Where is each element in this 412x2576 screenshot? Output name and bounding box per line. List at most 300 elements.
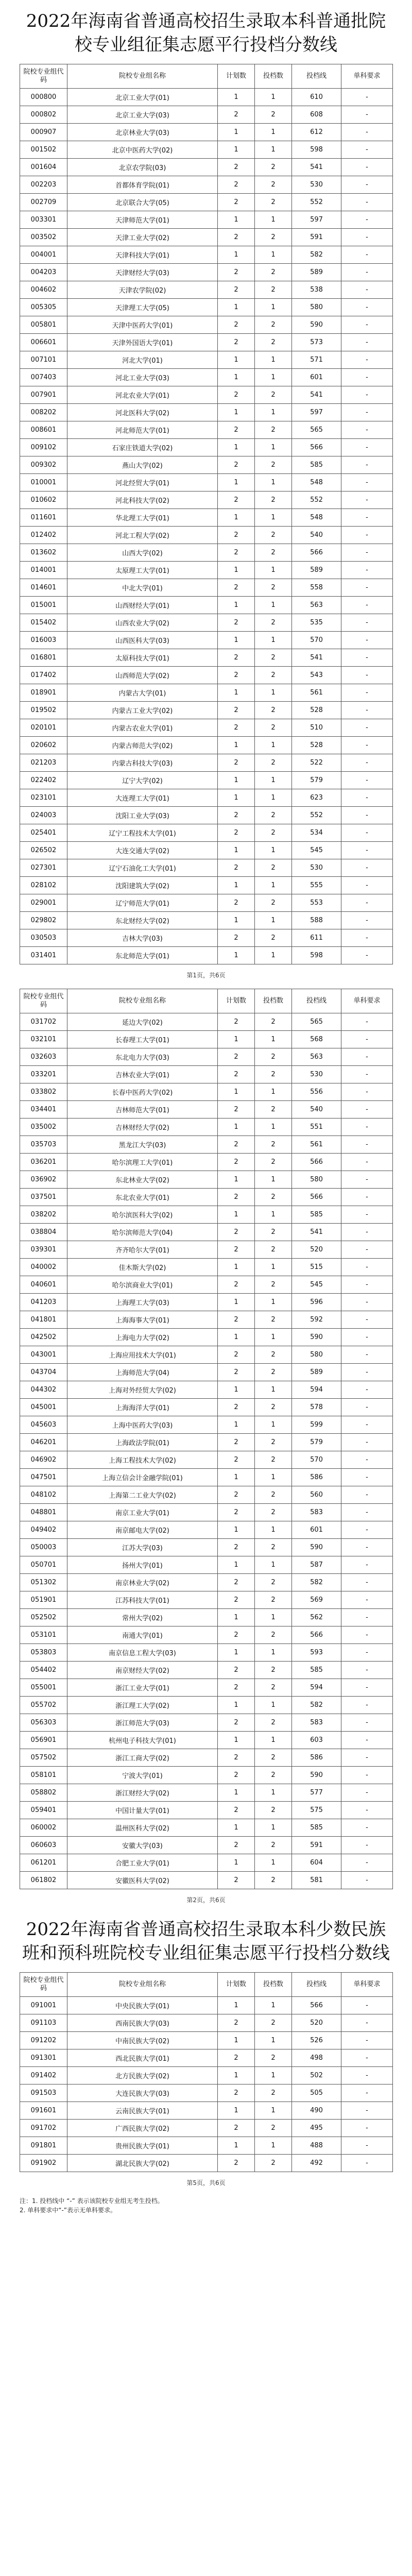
admit-count: 2 [255,1486,292,1504]
table-row [20,1539,393,1556]
plan-count: 2 [218,1626,255,1644]
header-code: 院校专业组代码 [20,64,67,89]
cutoff-score: 552 [292,194,341,211]
admit-count: 2 [255,719,292,737]
plan-count: 2 [218,649,255,667]
group-code: 019502 [20,702,67,719]
group-code: 038804 [20,1224,67,1241]
admit-count: 1 [255,141,292,159]
table-row [20,369,393,386]
subject-requirement: - [341,246,393,264]
plan-count: 2 [218,1101,255,1118]
table-row [20,474,393,492]
cutoff-score: 591 [292,1837,341,1854]
plan-count: 1 [218,1609,255,1626]
admit-count: 2 [255,456,292,474]
admit-count: 1 [255,632,292,649]
plan-count: 1 [218,369,255,386]
plan-count: 1 [218,632,255,649]
subject-requirement: - [341,1381,393,1399]
table-row [20,1048,393,1066]
plan-count: 2 [218,754,255,772]
cutoff-score: 528 [292,702,341,719]
group-name: 温州医科大学(02) [67,1819,218,1837]
table-row [20,211,393,229]
subject-requirement: - [341,159,393,176]
plan-count: 2 [218,1504,255,1521]
plan-count: 1 [218,737,255,754]
group-name: 长春理工大学(01) [67,1031,218,1048]
cutoff-score: 575 [292,1802,341,1819]
admit-count: 2 [255,614,292,632]
group-name: 齐齐哈尔大学(01) [67,1241,218,1259]
group-code: 051302 [20,1574,67,1591]
cutoff-score: 604 [292,1854,341,1872]
table-row [20,772,393,789]
page-number: 第1页，共6页 [186,972,226,979]
cutoff-score: 580 [292,299,341,316]
subject-requirement: - [341,1574,393,1591]
admit-count: 1 [255,562,292,579]
table-row [20,281,393,299]
group-code: 037501 [20,1189,67,1206]
header-score: 投档线 [292,64,341,89]
admit-count: 2 [255,1276,292,1294]
plan-count: 2 [218,334,255,351]
subject-requirement: - [341,527,393,544]
table-row [20,1626,393,1644]
group-code: 012402 [20,527,67,544]
group-name: 沈阳建筑大学(02) [67,877,218,894]
table-row [20,1854,393,1872]
group-code: 043704 [20,1364,67,1381]
subject-requirement: - [341,737,393,754]
table-row [20,912,393,929]
plan-count: 1 [218,684,255,702]
cutoff-score: 587 [292,1556,341,1574]
subject-requirement: - [341,719,393,737]
cutoff-score: 553 [292,894,341,912]
admit-count: 2 [255,1749,292,1767]
group-code: 035703 [20,1136,67,1154]
subject-requirement: - [341,1346,393,1364]
group-code: 056303 [20,1714,67,1732]
group-name: 内蒙古农业大学(01) [67,719,218,737]
subject-requirement: - [341,2049,393,2067]
cutoff-score: 530 [292,859,341,877]
admit-count: 2 [255,421,292,439]
table-row [20,246,393,264]
admit-count: 2 [255,859,292,877]
cutoff-score: 551 [292,1118,341,1136]
group-code: 029802 [20,912,67,929]
document-page [20,0,392,2215]
subject-requirement: - [341,1451,393,1469]
group-code: 010602 [20,492,67,509]
group-code: 046201 [20,1434,67,1451]
table-row [20,1136,393,1154]
cutoff-score: 558 [292,579,341,597]
plan-count: 1 [218,1329,255,1346]
subject-requirement: - [341,1732,393,1749]
admit-count: 2 [255,702,292,719]
plan-count: 1 [218,351,255,369]
admit-count: 1 [255,597,292,614]
plan-count: 1 [218,1294,255,1311]
cutoff-score: 566 [292,439,341,456]
group-code: 009102 [20,439,67,456]
table-row [20,1714,393,1732]
group-name: 上海电力大学(02) [67,1329,218,1346]
group-name: 中国计量大学(01) [67,1802,218,1819]
subject-requirement: - [341,842,393,859]
group-code: 000802 [20,106,67,124]
group-code: 058101 [20,1767,67,1784]
admit-count: 2 [255,2120,292,2137]
plan-count: 1 [218,124,255,141]
table-row [20,877,393,894]
table-row [20,842,393,859]
group-name: 长春中医药大学(02) [67,1083,218,1101]
table-row [20,929,393,947]
subject-requirement: - [341,947,393,964]
group-code: 050003 [20,1539,67,1556]
group-code: 044302 [20,1381,67,1399]
table-row [20,789,393,807]
cutoff-score: 601 [292,369,341,386]
table-row [20,807,393,824]
group-name: 贵州民族大学(01) [67,2137,218,2155]
group-name: 常州大学(02) [67,1609,218,1626]
subject-requirement: - [341,1189,393,1206]
group-code: 040002 [20,1259,67,1276]
table-row [20,824,393,842]
cutoff-score: 565 [292,421,341,439]
header-admit: 投档数 [255,1973,292,1997]
table-row [20,1259,393,1276]
cutoff-score: 603 [292,1732,341,1749]
group-code: 091801 [20,2137,67,2155]
group-code: 047501 [20,1469,67,1486]
admit-count: 2 [255,894,292,912]
plan-count: 2 [218,229,255,246]
minority-container [20,1972,392,2187]
subject-requirement: - [341,194,393,211]
cutoff-score: 520 [292,1241,341,1259]
subject-requirement: - [341,807,393,824]
cutoff-score: 534 [292,824,341,842]
group-code: 000907 [20,124,67,141]
table-row [20,754,393,772]
plan-count: 1 [218,404,255,421]
plan-count: 2 [218,859,255,877]
table-row [20,1644,393,1662]
subject-requirement: - [341,1662,393,1679]
group-name: 内蒙古师范大学(02) [67,737,218,754]
group-code: 049402 [20,1521,67,1539]
subject-requirement: - [341,1539,393,1556]
group-code: 007901 [20,386,67,404]
subject-requirement: - [341,929,393,947]
group-name: 中北大学(01) [67,579,218,597]
group-name: 中央民族大学(01) [67,1997,218,2014]
plan-count: 2 [218,527,255,544]
score-table [20,989,393,1889]
group-name: 吉林农业大学(01) [67,1066,218,1083]
table-row [20,492,393,509]
admit-count: 2 [255,264,292,281]
cutoff-score: 555 [292,877,341,894]
table-row [20,1802,393,1819]
cutoff-score: 515 [292,1259,341,1276]
group-name: 西北民族大学(01) [67,2049,218,2067]
subject-requirement: - [341,2067,393,2084]
cutoff-score: 590 [292,1767,341,1784]
subject-requirement: - [341,1066,393,1083]
group-name: 河北工业大学(03) [67,369,218,386]
group-code: 042502 [20,1329,67,1346]
subject-requirement: - [341,456,393,474]
plan-count: 2 [218,1189,255,1206]
subject-requirement: - [341,1504,393,1521]
group-code: 058802 [20,1784,67,1802]
cutoff-score: 579 [292,1434,341,1451]
group-name: 安徽医科大学(02) [67,1872,218,1889]
cutoff-score: 545 [292,842,341,859]
table-row [20,1556,393,1574]
subject-requirement: - [341,1837,393,1854]
table-row [20,2067,393,2084]
group-name: 宁波大学(01) [67,1767,218,1784]
group-name: 广西民族大学(02) [67,2120,218,2137]
admit-count: 2 [255,649,292,667]
plan-count: 1 [218,1732,255,1749]
plan-count: 2 [218,702,255,719]
admit-count: 2 [255,1224,292,1241]
plan-count: 1 [218,912,255,929]
plan-count: 2 [218,1714,255,1732]
subject-requirement: - [341,1854,393,1872]
cutoff-score: 526 [292,2032,341,2049]
group-name: 山西医科大学(03) [67,632,218,649]
header-admit: 投档数 [255,64,292,89]
cutoff-score: 580 [292,1171,341,1189]
plan-count: 2 [218,106,255,124]
plan-count: 2 [218,2014,255,2032]
plan-count: 1 [218,2137,255,2155]
plan-count: 2 [218,667,255,684]
plan-count: 1 [218,1118,255,1136]
table-row [20,1101,393,1118]
subject-requirement: - [341,2137,393,2155]
cutoff-score: 580 [292,1346,341,1364]
plan-count: 2 [218,281,255,299]
cutoff-score: 541 [292,386,341,404]
group-code: 061802 [20,1872,67,1889]
plan-count: 2 [218,1539,255,1556]
admit-count: 1 [255,89,292,106]
table-row [20,702,393,719]
header-score: 投档线 [292,989,341,1013]
group-code: 051901 [20,1591,67,1609]
table-row [20,1697,393,1714]
subject-requirement: - [341,1329,393,1346]
group-name: 天津工业大学(02) [67,229,218,246]
admit-count: 2 [255,1539,292,1556]
plan-count: 2 [218,386,255,404]
admit-count: 1 [255,404,292,421]
group-name: 哈尔滨理工大学(01) [67,1154,218,1171]
header-plan: 计划数 [218,989,255,1013]
cutoff-score: 530 [292,176,341,194]
admit-count: 2 [255,1136,292,1154]
plan-count: 1 [218,1784,255,1802]
cutoff-score: 585 [292,1662,341,1679]
cutoff-score: 597 [292,404,341,421]
admit-count: 2 [255,316,292,334]
group-name: 东北财经大学(02) [67,912,218,929]
plan-count: 2 [218,824,255,842]
cutoff-score: 561 [292,684,341,702]
table-row [20,579,393,597]
minority-title: 2022年海南省普通高校招生录取本科少数民族班和预科班院校专业组征集志愿平行投档分数线 [22,1919,390,1963]
group-code: 018901 [20,684,67,702]
subject-requirement: - [341,1136,393,1154]
admit-count: 2 [255,1714,292,1732]
cutoff-score: 586 [292,1469,341,1486]
subject-requirement: - [341,439,393,456]
subject-requirement: - [341,1101,393,1118]
main-title: 2022年海南省普通高校招生录取本科普通批院校专业组征集志愿平行投档分数线 [26,11,386,55]
plan-count: 1 [218,789,255,807]
subject-requirement: - [341,1241,393,1259]
cutoff-score: 596 [292,1294,341,1311]
table-row [20,649,393,667]
subject-requirement: - [341,334,393,351]
group-name: 扬州大学(01) [67,1556,218,1574]
admit-count: 2 [255,667,292,684]
table-row [20,404,393,421]
plan-count: 2 [218,1574,255,1591]
table-row [20,1749,393,1767]
plan-count: 2 [218,1136,255,1154]
cutoff-score: 610 [292,89,341,106]
admit-count: 1 [255,1469,292,1486]
admit-count: 1 [255,684,292,702]
admit-count: 1 [255,1697,292,1714]
group-name: 哈尔滨师范大学(04) [67,1224,218,1241]
plan-count: 2 [218,456,255,474]
cutoff-score: 488 [292,2137,341,2155]
group-name: 首都体育学院(01) [67,176,218,194]
plan-count: 2 [218,194,255,211]
table-row [20,386,393,404]
admit-count: 2 [255,1872,292,1889]
plan-count: 1 [218,299,255,316]
table-row [20,667,393,684]
plan-count: 2 [218,1662,255,1679]
group-code: 045603 [20,1416,67,1434]
subject-requirement: - [341,1784,393,1802]
group-code: 010001 [20,474,67,492]
group-name: 河北大学(01) [67,351,218,369]
subject-requirement: - [341,1416,393,1434]
group-code: 031401 [20,947,67,964]
header-subject: 单科要求 [341,1973,393,1997]
subject-requirement: - [341,1802,393,1819]
table-row [20,1154,393,1171]
group-name: 大连理工大学(01) [67,789,218,807]
plan-count: 1 [218,2102,255,2120]
subject-requirement: - [341,1521,393,1539]
table-row [20,1819,393,1837]
admit-count: 1 [255,1206,292,1224]
group-name: 南京信息工程大学(03) [67,1644,218,1662]
admit-count: 1 [255,1171,292,1189]
group-code: 017402 [20,667,67,684]
group-code: 043001 [20,1346,67,1364]
plan-count: 1 [218,474,255,492]
subject-requirement: - [341,789,393,807]
header-name: 院校专业组名称 [67,1973,218,1997]
subject-requirement: - [341,702,393,719]
plan-count: 2 [218,492,255,509]
subject-requirement: - [341,1031,393,1048]
plan-count: 2 [218,1679,255,1697]
plan-count: 2 [218,579,255,597]
admit-count: 2 [255,159,292,176]
subject-requirement: - [341,474,393,492]
table-row [20,2155,393,2172]
plan-count: 2 [218,1486,255,1504]
group-name: 天津中医药大学(01) [67,316,218,334]
score-table [20,64,393,964]
table-row [20,124,393,141]
group-name: 山西师范大学(02) [67,667,218,684]
plan-count: 1 [218,211,255,229]
group-code: 028102 [20,877,67,894]
cutoff-score: 582 [292,1697,341,1714]
group-code: 014001 [20,562,67,579]
table-row [20,334,393,351]
admit-count: 2 [255,1837,292,1854]
cutoff-score: 563 [292,597,341,614]
table-row [20,2137,393,2155]
subject-requirement: - [341,1224,393,1241]
admit-count: 1 [255,947,292,964]
table-row [20,1206,393,1224]
cutoff-score: 585 [292,1206,341,1224]
plan-count: 2 [218,807,255,824]
cutoff-score: 601 [292,1521,341,1539]
plan-count: 2 [218,1048,255,1066]
group-name: 浙江师范大学(03) [67,1714,218,1732]
cutoff-score: 583 [292,1504,341,1521]
plan-count: 2 [218,1154,255,1171]
group-name: 吉林财经大学(02) [67,1118,218,1136]
group-code: 008601 [20,421,67,439]
table-row [20,141,393,159]
header-subject: 单科要求 [341,989,393,1013]
group-code: 029001 [20,894,67,912]
cutoff-score: 490 [292,2102,341,2120]
cutoff-score: 510 [292,719,341,737]
group-code: 008202 [20,404,67,421]
subject-requirement: - [341,176,393,194]
cutoff-score: 541 [292,649,341,667]
group-code: 055702 [20,1697,67,1714]
cutoff-score: 568 [292,1031,341,1048]
